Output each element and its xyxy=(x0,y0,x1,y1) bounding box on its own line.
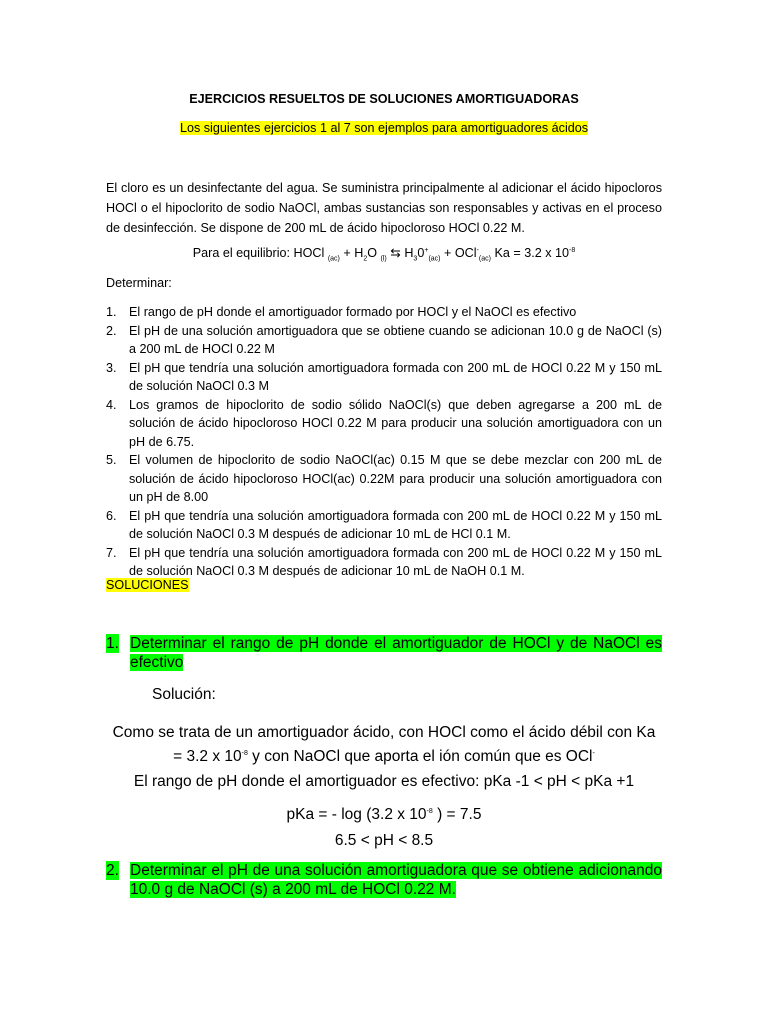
eq-plus1: + H xyxy=(339,246,364,260)
intro-paragraph: El cloro es un desinfectante del agua. Se suministra principalmente al adicionar el ácido hipocloros HOCl o el hipoclorito de sodio NaOCl, ambas sustancias son responsables y activas en el proceso de desinfección. Se dispone de 200 mL de ácido hipocloroso HOCl 0.22 M. xyxy=(106,181,662,235)
pka-exp: -8 xyxy=(426,808,433,815)
eq-exp: -8 xyxy=(569,246,576,254)
soluciones-heading xyxy=(106,578,189,592)
solution-paragraph xyxy=(106,722,662,767)
item-number: 1. xyxy=(106,305,117,319)
item-text: El rango de pH donde el amortiguador formado por HOCl y el NaOCl es efectivo xyxy=(129,305,577,319)
exercise-list xyxy=(106,303,662,581)
list-item xyxy=(106,322,662,359)
solucion-label: Solución: xyxy=(152,686,216,703)
eq-ka: Ka = 3.2 x 10 xyxy=(490,246,570,260)
item-text: Los gramos de hipoclorito de sodio sólido NaOCl(s) que deben agregarse a 200 mL de solución de ácido hipocloroso HOCl 0.22 M para producir una solución amortiguadora con un pH de 6.75. xyxy=(129,397,662,449)
question-1 xyxy=(106,634,662,672)
list-item xyxy=(106,507,662,544)
question-number: 1. xyxy=(106,635,119,652)
eq-plus-sup: + xyxy=(424,246,429,254)
item-text: El volumen de hipoclorito de sodio NaOCl(ac) 0.15 M que se debe mezclar con 200 mL de solución de ácido hipocloroso HOCl(ac) 0.22M para producir una solución amortiguadora con un pH de 8.00 xyxy=(129,453,662,504)
eq-h3: H xyxy=(400,246,414,260)
list-item xyxy=(106,544,662,581)
eq-o: O xyxy=(367,246,378,260)
rango-line: El rango de pH donde el amortiguador es efectivo: pKa -1 < pH < pKa +1 xyxy=(133,773,635,790)
item-number: 3. xyxy=(106,360,117,375)
pka-line xyxy=(0,801,768,825)
eq-three: 3 xyxy=(413,255,418,263)
item-number: 7. xyxy=(106,545,117,560)
para1-exp: -8 xyxy=(241,750,248,757)
pka-b: ) = 7.5 xyxy=(432,806,482,824)
pka-a: pKa = - log (3.2 x 10 xyxy=(286,806,427,824)
equilibrium-equation xyxy=(0,245,768,263)
item-text: El pH de una solución amortiguadora que se obtiene cuando se adicionan 10.0 g de NaOCl (s) a 200 mL de HOCl 0.22 M xyxy=(129,323,662,356)
question-text: Determinar el pH de una solución amortiguadora que se obtiene adicionando 10.0 g de NaOCl (s) a 200 mL de HOCl 0.22 M. xyxy=(130,862,662,898)
eq-two: 2 xyxy=(363,255,368,263)
para1-sup: - xyxy=(592,750,595,757)
eq-ac1: (ac) xyxy=(327,255,340,263)
ph-range-result: 6.5 < pH < 8.5 xyxy=(334,832,434,849)
item-number: 4. xyxy=(106,397,117,412)
eq-o2: 0 xyxy=(417,246,425,260)
list-item xyxy=(106,359,662,396)
page-title: EJERCICIOS RESUELTOS DE SOLUCIONES AMORTIGUADORAS xyxy=(189,92,579,106)
eq-l: (l) xyxy=(380,255,387,263)
question-number: 2. xyxy=(106,862,119,879)
eq-plus2: + OCl xyxy=(440,246,477,260)
question-2 xyxy=(106,861,662,899)
question-text: Determinar el rango de pH donde el amortiguador de HOCl y de NaOCl es efectivo xyxy=(130,635,662,671)
eq-prefix: Para el equilibrio: HOCl xyxy=(192,246,325,260)
list-item xyxy=(106,396,662,452)
item-text: El pH que tendría una solución amortiguadora formada con 200 mL de HOCl 0.22 M y 150 mL de solución NaOCl 0.3 M después de adicionar 10 mL de HCl 0.1 M. xyxy=(129,508,662,541)
para1-b: y con NaOCl que aporta el ión común que es OCl xyxy=(247,748,593,766)
item-number: 2. xyxy=(106,323,117,338)
list-item xyxy=(106,451,662,507)
item-number: 6. xyxy=(106,508,117,523)
eq-ac2: (ac) xyxy=(428,255,441,263)
subtitle-text: Los siguientes ejercicios 1 al 7 son ejemplos para amortiguadores ácidos xyxy=(179,121,589,135)
eq-arrow: ⇆ xyxy=(390,246,401,260)
item-text: El pH que tendría una solución amortiguadora formada con 200 mL de HOCl 0.22 M y 150 mL de solución NaOCl 0.3 M después de adicionar 10 mL de NaOH 0.1 M. xyxy=(129,545,662,578)
item-text: El pH que tendría una solución amortiguadora formada con 200 mL de HOCl 0.22 M y 150 mL de solución NaOCl 0.3 M xyxy=(129,360,662,393)
soluciones-text: SOLUCIONES xyxy=(106,578,189,592)
eq-ac3: (ac) xyxy=(478,255,491,263)
para1-a: Como se trata de un amortiguador ácido, con HOCl como el ácido débil con Ka = 3.2 x 10 xyxy=(112,724,656,766)
eq-minus-sup: - xyxy=(476,246,479,254)
subtitle xyxy=(0,121,768,135)
list-item xyxy=(106,303,662,322)
determinar-heading: Determinar: xyxy=(106,276,172,290)
item-number: 5. xyxy=(106,453,117,467)
